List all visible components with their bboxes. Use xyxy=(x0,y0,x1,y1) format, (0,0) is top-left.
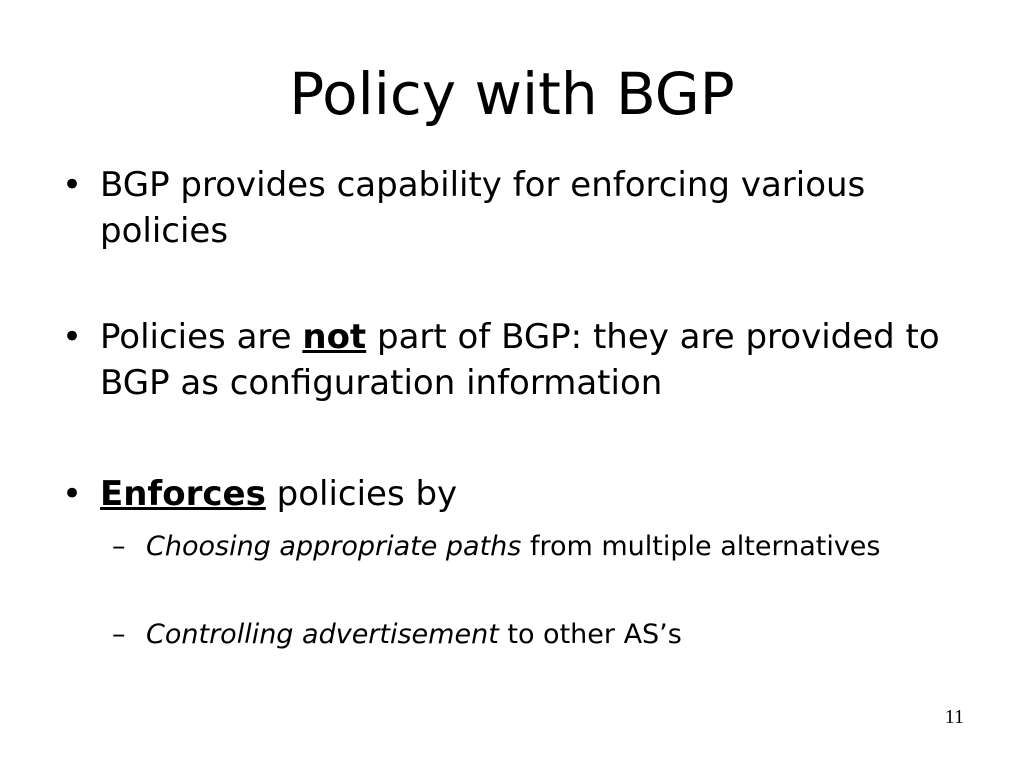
emphasis-not: not xyxy=(302,317,367,357)
bullet-text: BGP provides capability for enforcing various policies xyxy=(100,165,866,251)
subitem-rest-text: from multiple alternatives xyxy=(521,531,881,562)
bullet-marker: • xyxy=(62,165,83,205)
bullet-text-after: part of BGP: they are provided to BGP as configuration information xyxy=(100,317,940,403)
bullet-text xyxy=(100,471,962,517)
bullet-text-after: policies by xyxy=(265,474,458,514)
subitem-rest-text: to other AS’s xyxy=(498,619,682,650)
slide-title: Policy with BGP xyxy=(289,60,735,128)
bullet-item-enforces xyxy=(62,471,962,517)
bullet-marker: • xyxy=(62,317,83,357)
subitem-italic-text: Choosing appropriate paths xyxy=(146,531,522,562)
bullet-text xyxy=(100,314,962,406)
subitem-text xyxy=(146,616,912,653)
subitem-choosing-paths xyxy=(112,528,912,565)
bullet-item-capability xyxy=(62,162,962,254)
subitem-marker: – xyxy=(112,619,126,650)
bullet-marker: • xyxy=(62,474,83,514)
bullet-text-before: Policies are xyxy=(100,317,303,357)
subitem-text xyxy=(146,528,912,565)
page-number: 11 xyxy=(944,706,964,728)
subitem-controlling-advertisement xyxy=(112,616,912,653)
subitem-italic-text: Controlling advertisement xyxy=(146,619,499,650)
subitem-marker: – xyxy=(112,531,126,562)
emphasis-enforces: Enforces xyxy=(100,474,266,514)
bullet-item-policies-not-part xyxy=(62,314,962,406)
